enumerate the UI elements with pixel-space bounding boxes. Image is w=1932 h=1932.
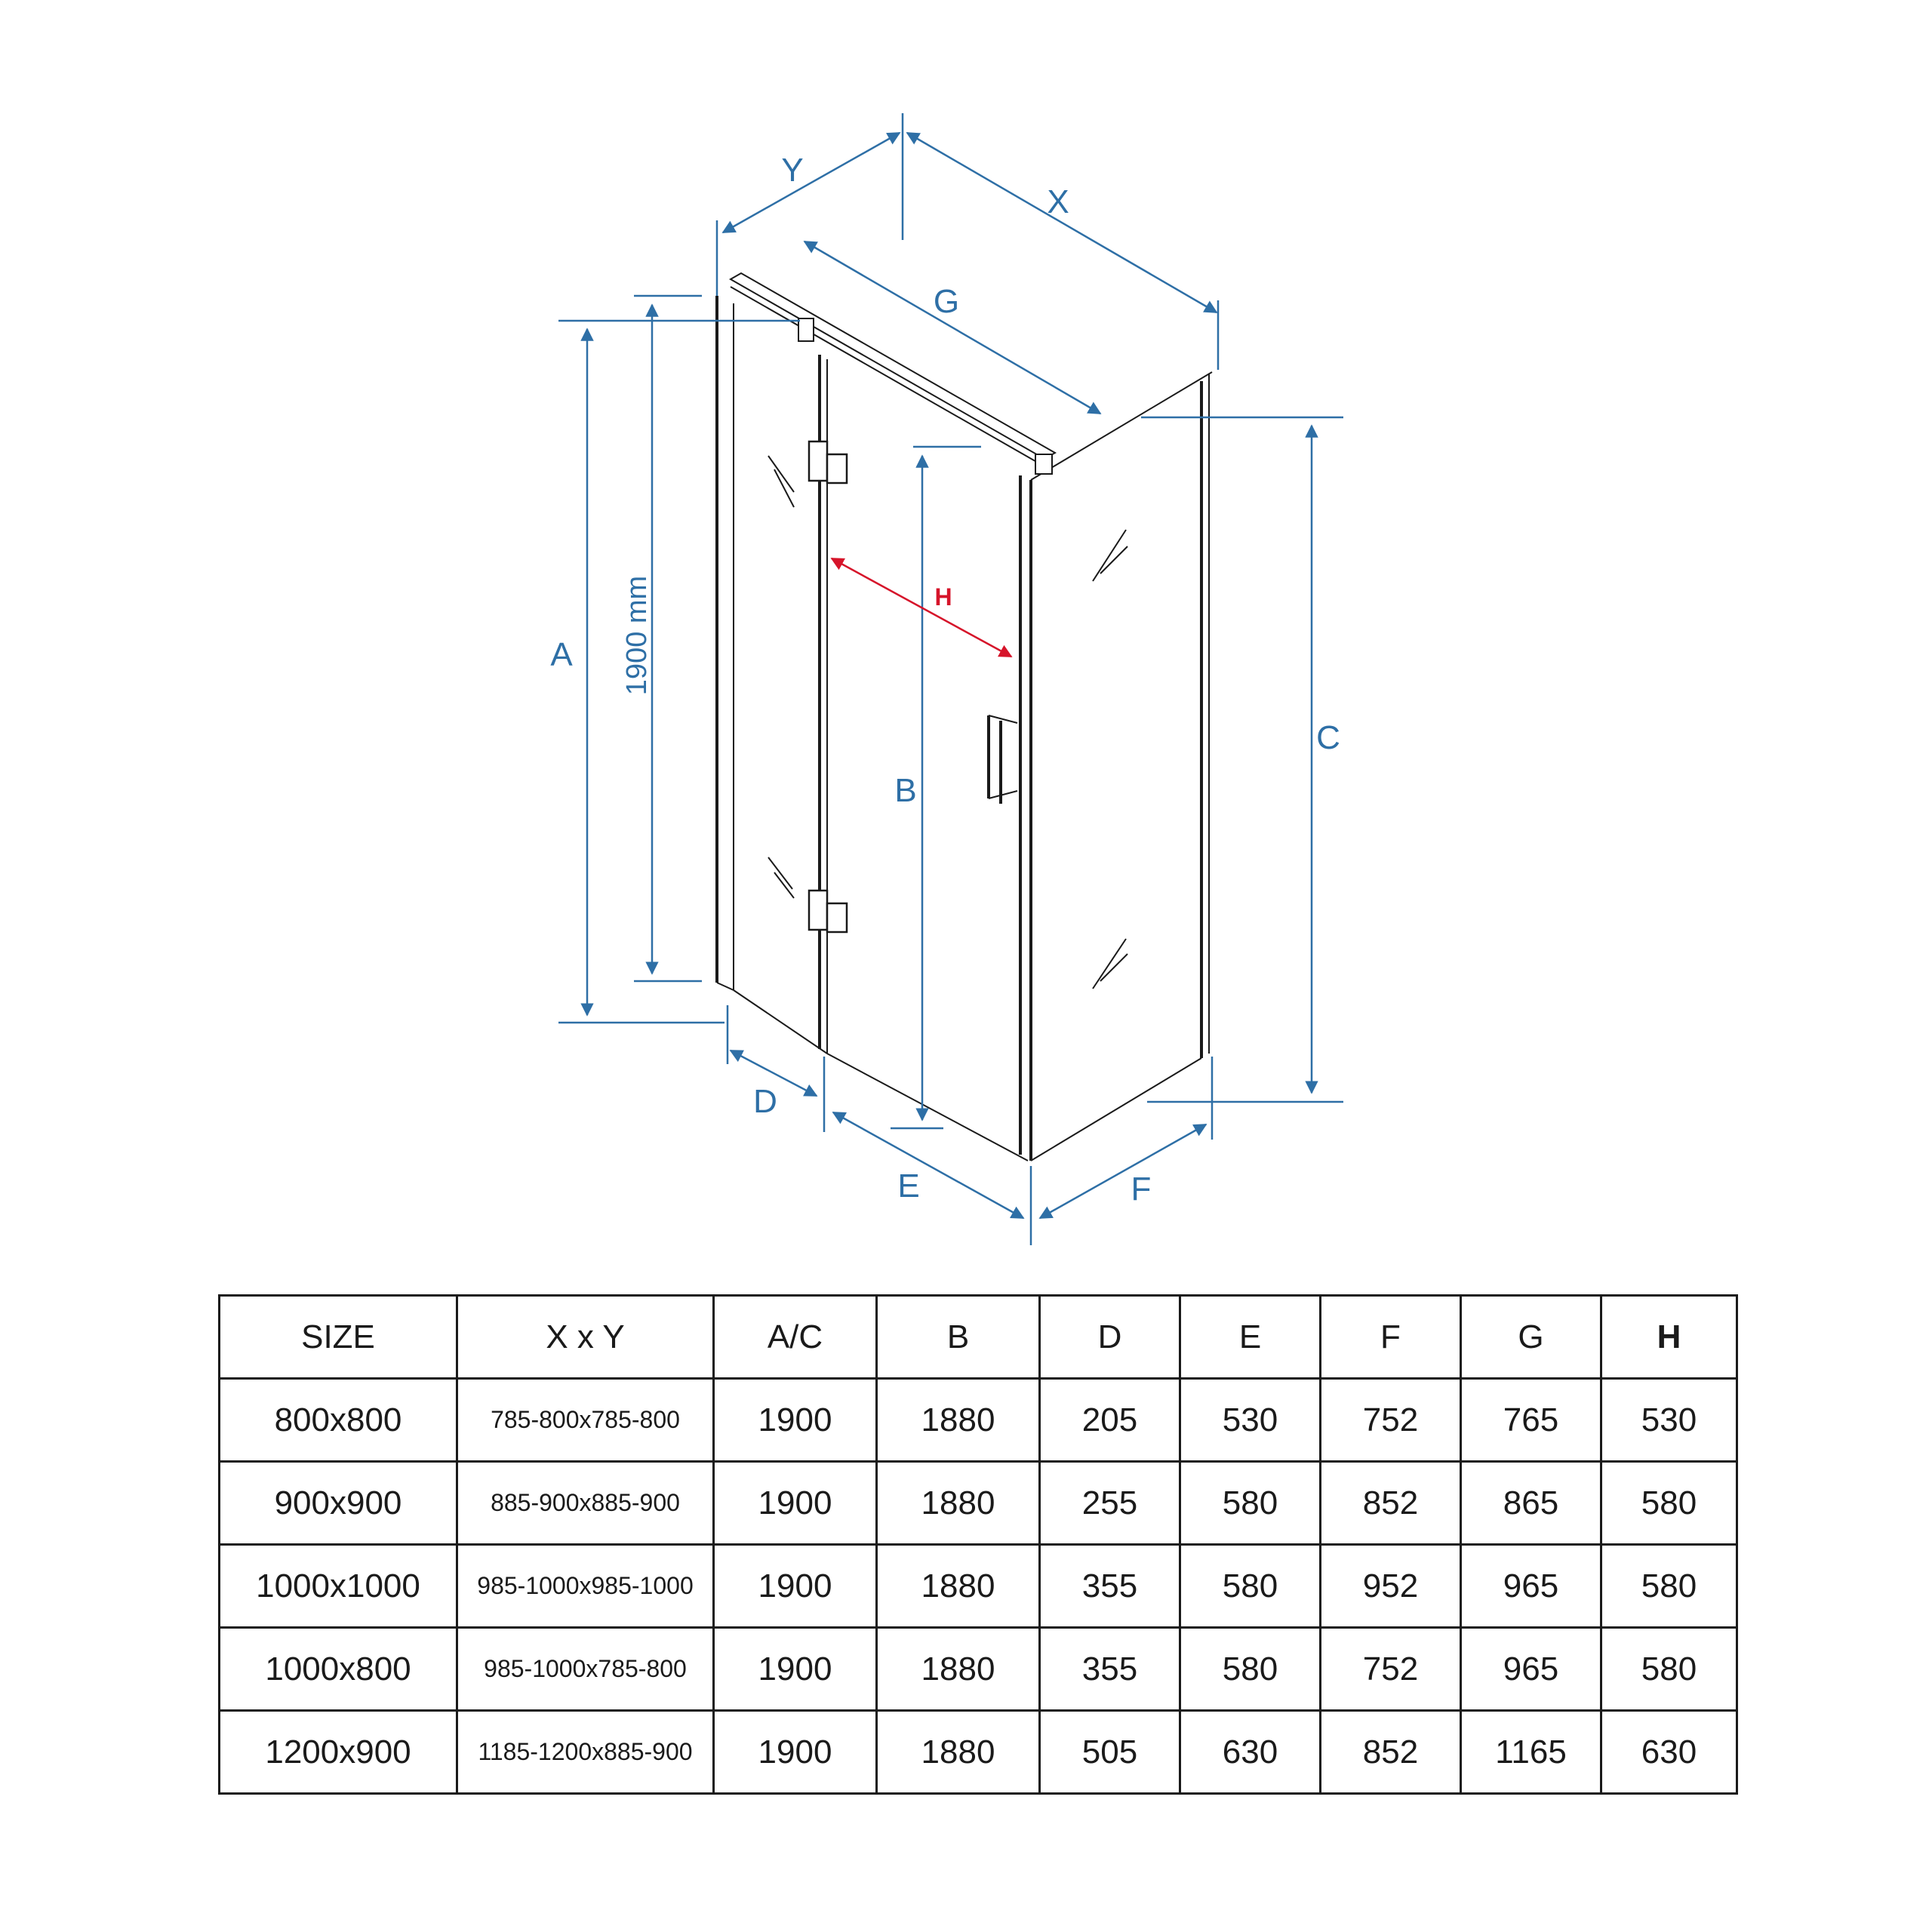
cell-f: 752 bbox=[1321, 1628, 1461, 1711]
cell-g: 865 bbox=[1461, 1462, 1601, 1545]
hinge-upper-icon bbox=[809, 441, 827, 481]
label-x: X bbox=[1047, 183, 1069, 220]
header-a-c: A/C bbox=[714, 1296, 877, 1379]
label-g: G bbox=[933, 283, 960, 320]
label-height-1900: 1900 mm bbox=[621, 575, 653, 696]
cell-d: 355 bbox=[1040, 1545, 1180, 1628]
table-header-row bbox=[220, 1296, 1737, 1379]
cell-b: 1880 bbox=[877, 1462, 1040, 1545]
cell-size: 1000x800 bbox=[220, 1628, 457, 1711]
header-g: G bbox=[1461, 1296, 1601, 1379]
table-row bbox=[220, 1379, 1737, 1462]
cell-b: 1880 bbox=[877, 1545, 1040, 1628]
dimension-labels bbox=[550, 152, 1340, 1208]
cell-d: 255 bbox=[1040, 1462, 1180, 1545]
header-e: E bbox=[1180, 1296, 1321, 1379]
cell-f: 752 bbox=[1321, 1379, 1461, 1462]
table-row bbox=[220, 1711, 1737, 1794]
table-row bbox=[220, 1628, 1737, 1711]
cell-h: 580 bbox=[1601, 1462, 1737, 1545]
door-handle-icon bbox=[989, 715, 1017, 804]
cell-x-y: 1185-1200x885-900 bbox=[457, 1711, 714, 1794]
cell-size: 1000x1000 bbox=[220, 1545, 457, 1628]
cell-e: 530 bbox=[1180, 1379, 1321, 1462]
label-h: H bbox=[934, 583, 952, 611]
header-f: F bbox=[1321, 1296, 1461, 1379]
cell-a-c: 1900 bbox=[714, 1628, 877, 1711]
cell-a-c: 1900 bbox=[714, 1545, 877, 1628]
label-d: D bbox=[753, 1083, 777, 1120]
cell-size: 900x900 bbox=[220, 1462, 457, 1545]
cell-f: 952 bbox=[1321, 1545, 1461, 1628]
cell-e: 630 bbox=[1180, 1711, 1321, 1794]
header-x-y: X x Y bbox=[457, 1296, 714, 1379]
cell-g: 965 bbox=[1461, 1628, 1601, 1711]
cell-e: 580 bbox=[1180, 1545, 1321, 1628]
cell-x-y: 785-800x785-800 bbox=[457, 1379, 714, 1462]
cell-e: 580 bbox=[1180, 1462, 1321, 1545]
cell-f: 852 bbox=[1321, 1462, 1461, 1545]
cell-g: 765 bbox=[1461, 1379, 1601, 1462]
cell-x-y: 885-900x885-900 bbox=[457, 1462, 714, 1545]
table-row bbox=[220, 1545, 1737, 1628]
cell-b: 1880 bbox=[877, 1628, 1040, 1711]
header-size: SIZE bbox=[220, 1296, 457, 1379]
cell-x-y: 985-1000x985-1000 bbox=[457, 1545, 714, 1628]
cell-d: 355 bbox=[1040, 1628, 1180, 1711]
header-d: D bbox=[1040, 1296, 1180, 1379]
cell-size: 1200x900 bbox=[220, 1711, 457, 1794]
cell-e: 580 bbox=[1180, 1628, 1321, 1711]
label-a: A bbox=[550, 636, 573, 673]
cell-a-c: 1900 bbox=[714, 1711, 877, 1794]
hinge-lower-icon bbox=[809, 891, 827, 930]
cell-x-y: 985-1000x785-800 bbox=[457, 1628, 714, 1711]
cell-g: 1165 bbox=[1461, 1711, 1601, 1794]
cell-h: 630 bbox=[1601, 1711, 1737, 1794]
label-b: B bbox=[894, 772, 917, 809]
cell-d: 205 bbox=[1040, 1379, 1180, 1462]
label-f: F bbox=[1131, 1171, 1152, 1208]
table-row bbox=[220, 1462, 1737, 1545]
label-y: Y bbox=[781, 152, 804, 189]
label-c: C bbox=[1316, 719, 1340, 756]
cell-a-c: 1900 bbox=[714, 1379, 877, 1462]
enclosure-frame bbox=[717, 273, 1212, 1161]
cell-f: 852 bbox=[1321, 1711, 1461, 1794]
size-spec-table bbox=[218, 1294, 1738, 1795]
cell-size: 800x800 bbox=[220, 1379, 457, 1462]
cell-h: 580 bbox=[1601, 1628, 1737, 1711]
cell-b: 1880 bbox=[877, 1711, 1040, 1794]
header-h: H bbox=[1601, 1296, 1737, 1379]
cell-h: 580 bbox=[1601, 1545, 1737, 1628]
cell-d: 505 bbox=[1040, 1711, 1180, 1794]
cell-h: 530 bbox=[1601, 1379, 1737, 1462]
cell-a-c: 1900 bbox=[714, 1462, 877, 1545]
label-e: E bbox=[897, 1168, 920, 1204]
cell-b: 1880 bbox=[877, 1379, 1040, 1462]
cell-g: 965 bbox=[1461, 1545, 1601, 1628]
header-b: B bbox=[877, 1296, 1040, 1379]
